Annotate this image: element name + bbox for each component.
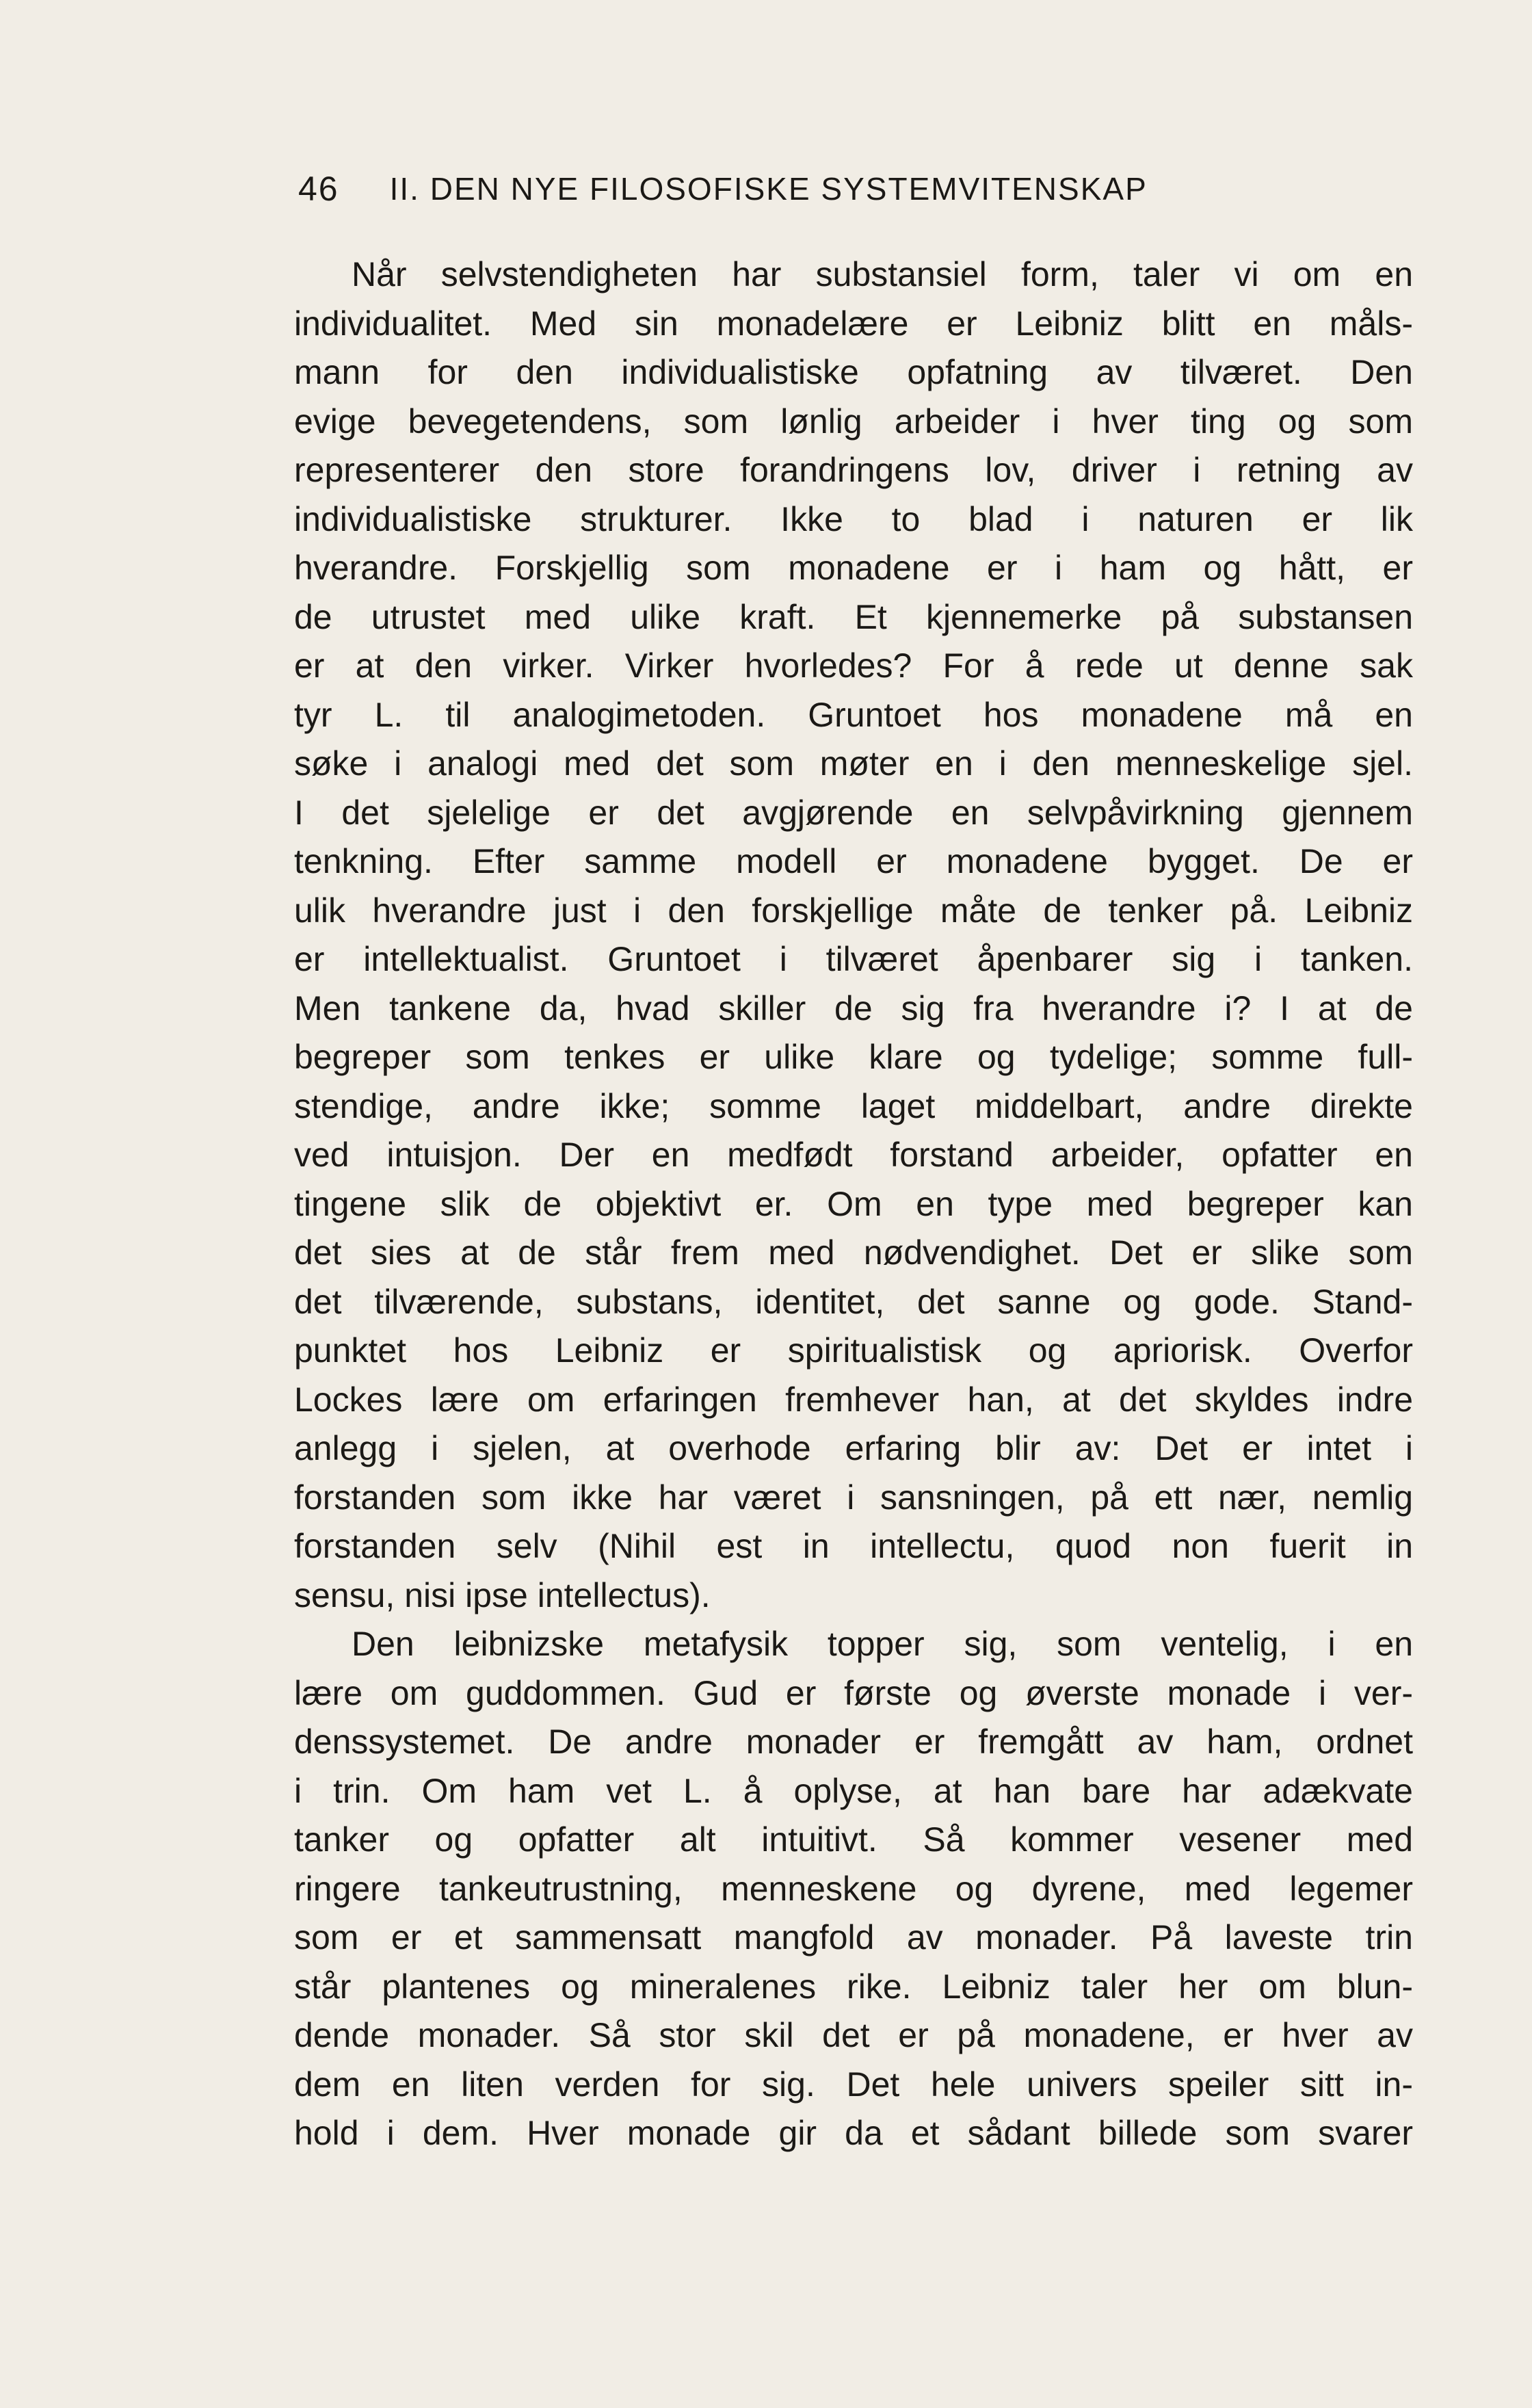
text-line: stendige, andre ikke; somme laget middelbart, andre direkte: [294, 1086, 1413, 1125]
text-line: individualistiske strukturer. Ikke to blad i naturen er lik: [294, 499, 1413, 538]
text-line: står plantenes og mineralenes rike. Leibniz taler her om blun-: [294, 1967, 1413, 2006]
text-line: Den leibnizske metafysik topper sig, som ventelig, i en: [352, 1625, 1413, 1663]
text-line: I det sjelelige er det avgjørende en selvpåvirkning gjennem: [294, 793, 1413, 832]
text-line: det tilværende, substans, identitet, det sanne og gode. Stand-: [294, 1282, 1413, 1321]
text-line: Når selvstendigheten har substansiel form, taler vi om en: [352, 255, 1413, 293]
text-line: dende monader. Så stor skil det er på monadene, er hver av: [294, 2016, 1413, 2054]
text-line: det sies at de står frem med nødvendighet. Det er slike som: [294, 1233, 1413, 1272]
text-line: tyr L. til analogimetoden. Gruntoet hos monadene må en: [294, 695, 1413, 734]
text-line: dem en liten verden for sig. Det hele univers speiler sitt in-: [294, 2065, 1413, 2104]
text-line: som er et sammensatt mangfold av monader. På laveste trin: [294, 1918, 1413, 1956]
text-line: forstanden selv (Nihil est in intellectu, quod non fuerit in: [294, 1527, 1413, 1565]
text-line: tenkning. Efter samme modell er monadene bygget. De er: [294, 842, 1413, 880]
text-line: punktet hos Leibniz er spiritualistisk og apriorisk. Overfor: [294, 1331, 1413, 1370]
text-line: Lockes lære om erfaringen fremhever han, at det skyldes indre: [294, 1380, 1413, 1419]
text-line: hverandre. Forskjellig som monadene er i ham og hått, er: [294, 549, 1413, 587]
text-line: begreper som tenkes er ulike klare og tydelige; somme full-: [294, 1038, 1413, 1076]
text-line: anlegg i sjelen, at overhode erfaring blir av: Det er intet i: [294, 1429, 1413, 1467]
paragraph-2: [294, 1620, 1413, 2158]
text-line: er intellektualist. Gruntoet i tilværet åpenbarer sig i tanken.: [294, 940, 1413, 978]
text-line: ulik hverandre just i den forskjellige måte de tenker på. Leibniz: [294, 891, 1413, 930]
text-line: Men tankene da, hvad skiller de sig fra hverandre i? I at de: [294, 989, 1413, 1028]
text-line: ved intuisjon. Der en medfødt forstand arbeider, opfatter en: [294, 1136, 1413, 1174]
text-line: representerer den store forandringens lov, driver i retning av: [294, 451, 1413, 489]
paragraph-1: [294, 250, 1413, 1620]
text-line: i trin. Om ham vet L. å oplyse, at han bare har adækvate: [294, 1771, 1413, 1810]
body-text: [294, 250, 1413, 2158]
text-line: mann for den individualistiske opfatning av tilværet. Den: [294, 353, 1413, 391]
text-line: søke i analogi med det som møter en i den menneskelige sjel.: [294, 744, 1413, 783]
text-line: lære om guddommen. Gud er første og øverste monade i ver-: [294, 1673, 1413, 1712]
text-line: sensu, nisi ipse intellectus).: [294, 1575, 711, 1614]
running-title: II. DEN NYE FILOSOFISKE SYSTEMVITENSKAP: [389, 171, 1148, 207]
text-line: tanker og opfatter alt intuitivt. Så kommer vesener med: [294, 1820, 1413, 1859]
text-line: ringere tankeutrustning, menneskene og dyrene, med legemer: [294, 1869, 1413, 1908]
text-line: denssystemet. De andre monader er fremgått av ham, ordnet: [294, 1723, 1413, 1761]
text-line: forstanden som ikke har været i sansningen, på ett nær, nemlig: [294, 1478, 1413, 1517]
text-line: individualitet. Med sin monadelære er Leibniz blitt en måls-: [294, 304, 1413, 343]
page-number: 46: [298, 170, 339, 208]
text-line: er at den virker. Virker hvorledes? For å rede ut denne sak: [294, 646, 1413, 685]
text-line: tingene slik de objektivt er. Om en type med begreper kan: [294, 1184, 1413, 1223]
running-header: [298, 161, 1420, 216]
text-line: hold i dem. Hver monade gir da et sådant billede som svarer: [294, 2114, 1413, 2152]
text-line: de utrustet med ulike kraft. Et kjennemerke på substansen: [294, 597, 1413, 636]
text-line: evige bevegetendens, som lønlig arbeider i hver ting og som: [294, 402, 1413, 441]
